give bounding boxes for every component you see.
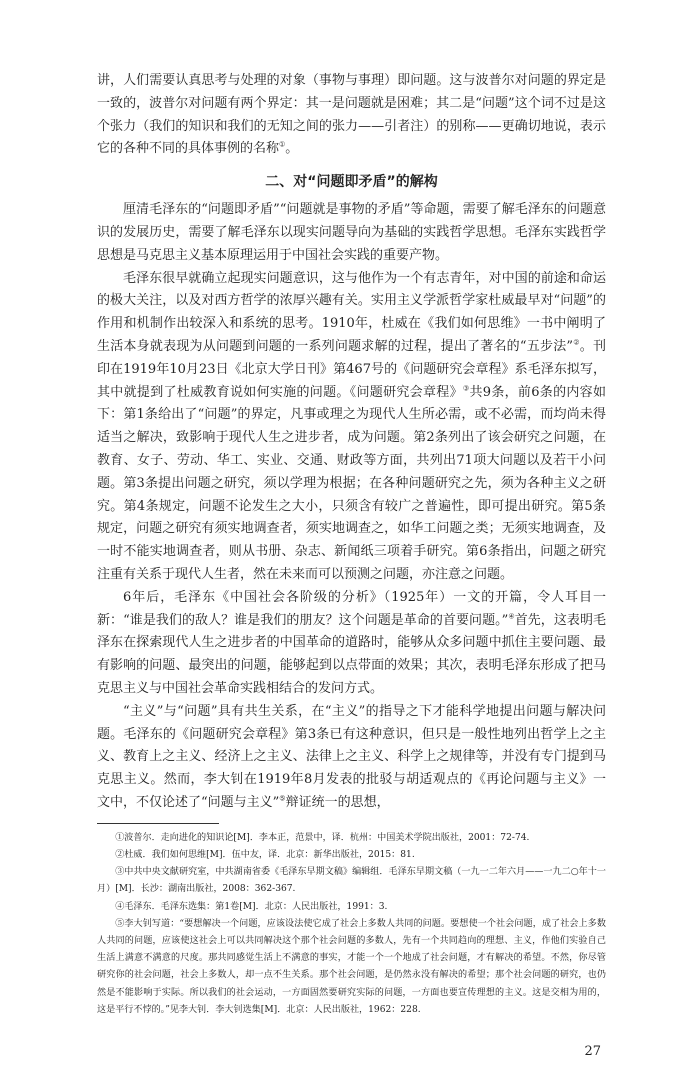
page-number: 27 — [584, 1043, 601, 1059]
text: “主义”与“问题”具有共生关系，在“主义”的指导之下才能科学地提出问题与解决问题。毛泽东的《问题研究会章程》第3条已有这种意识，但只是一般性地列出哲学上之主义、教育上之主义、经济上之主义、法律上之主义、科学上之规律等，并没有专门提到马克思主义。然而，李大钊在1919年8月发表的批驳与胡适观点的《再论问题与主义》一文中，不仅论述了“问题与主义” — [97, 703, 606, 810]
footnote: ①波普尔．走向进化的知识论[M]．李本正，范景中，译．杭州：中国美术学院出版社，2001：72-74. — [115, 832, 530, 843]
text: 讲，人们需要认真思考与处理的对象（事物与事理）即问题。这与波普尔对问题的界定是一致的，波普尔对问题有两个界定：其一是问题就是困难；其二是“问题”这个词不过是这个张力（我们的知识和我们的无知之间的张力——引者注）的别称——更确切地说，表示它的各种不同的具体事例的名称 — [97, 73, 606, 157]
text: 毛泽东很早就确立起现实问题意识，这与他作为一个有志青年，对中国的前途和命运的极大关注，以及对西方哲学的浓厚兴趣有关。实用主义学派哲学家杜威最早对“问题”的作用和机制作出较深入和系统的思考。1910年，杜威在《我们如何思维》一书中阐明了生活本身就表现为从问题到问题的一系列问题求解的过程，提出了著名的“五步法” — [97, 270, 606, 354]
text: 辩证统一的思想， — [285, 794, 390, 810]
footnote-divider — [97, 823, 219, 824]
text: 。 — [285, 141, 299, 157]
section-heading: 二、对“问题即矛盾”的解构 — [265, 174, 438, 191]
paragraph — [97, 701, 606, 815]
text: 共9条，前6条的内容如下：第1条给出了“问题”的界定，凡事或理之为现代人生所必需，或不必需，而均尚未得适当之解决，致影响于现代人生之进步者，成为问题。第2条列出了该会研究之问题，在教育、女子、劳动、华工、实业、交通、财政等方面，共列出71项大问题以及若干小问题。第3条提出问题之研究，须以学理为根据；在各种问题研究之先，须为各种主义之研究。第4条规定，问题不论发生之大小，只须含有较广之普遍性，即可提出研究。第5条规定，问题之研究有须实地调查者，须实地调查之，如华工问题之类；无须实地调查，及一时不能实地调查者，则从书册、杂志、新闻纸三项着手研究。第6条指出，问题之研究注重有关系于现代人生者，然在未来而可以预测之问题，亦注意之问题。 — [97, 384, 606, 582]
paragraph — [97, 70, 606, 161]
footnote-ref[interactable]: ① — [279, 141, 286, 150]
paragraph: 厘清毛泽东的“问题即矛盾”“问题就是事物的矛盾”等命题，需要了解毛泽东的问题意识的发展历史，需要了解毛泽东以现实问题导向为基础的实践哲学思想。毛泽东实践哲学思想是马克思主义基本原理运用于中国社会实践的重要产物。 — [97, 202, 606, 263]
main-text — [97, 70, 606, 815]
footnote-ref[interactable]: ③ — [462, 384, 470, 393]
footnote-ref[interactable]: ② — [573, 338, 580, 347]
footnote: ③中共中央文献研究室，中共湖南省委《毛泽东早期文稿》编辑组．毛泽东早期文稿（一九一二年六月——一九二○年十一月）[M]．长沙：湖南出版社，2008：362-367. — [97, 867, 606, 895]
footnote: ④毛泽东．毛泽东选集：第1卷[M]．北京：人民出版社，1991：3. — [115, 901, 388, 912]
footnotes — [97, 830, 606, 1019]
paragraph — [97, 587, 606, 701]
text: 。刊印在1919年10月23日《北京大学日刊》第467号的《问题研究会章程》系毛泽东拟写，其中就提到了杜威教育说如何实施的问题。《问题研究会章程》 — [97, 338, 606, 400]
text: 首先，这表明毛泽东在探索现代人生之进步者的中国革命的道路时，能够从众多问题中抓住主要问题、最有影响的问题、最突出的问题，能够起到以点带面的效果；其次，表明毛泽东形成了把马克思主义与中国社会革命实践相结合的发问方式。 — [97, 612, 606, 696]
paragraph — [97, 268, 606, 587]
footnote: ⑤李大钊写道：“要想解决一个问题，应该设法使它成了社会上多数人共同的问题。要想使一个社会问题，成了社会上多数人共同的问题，应该使这社会上可以共同解决这个那个社会问题的多数人，先有一个共同趋向的理想、主义，作他们实验自己生活上满意不满意的尺度。那共同感觉生活上不满意的事实，才能一个一个地成了社会问题，才有解决的希望。不然，你尽管研究你的社会问题，社会上多数人，却一点不生关系。那个社会问题，是仍然永没有解决的希望；那个社会问题的研究，也仍然是不能影响于实际。所以我们的社会运动，一方面固然要研究实际的问题，一方面也要宣传理想的主义。这是交相为用的，这是平行不悖的。”见李大钊．李大钊选集[M]．北京：人民出版社，1962：228. — [97, 918, 606, 1015]
footnote-ref[interactable]: ⑤ — [279, 794, 286, 803]
footnote: ②杜威．我们如何思维[M]．伍中友，译．北京：新华出版社，2015：81. — [115, 849, 415, 860]
text: 6年后，毛泽东《中国社会各阶级的分析》（1925年）一文的开篇，令人耳目一新：“谁是我们的敌人？谁是我们的朋友？这个问题是革命的首要问题。” — [97, 589, 606, 628]
footnote-ref[interactable]: ④ — [508, 612, 515, 621]
